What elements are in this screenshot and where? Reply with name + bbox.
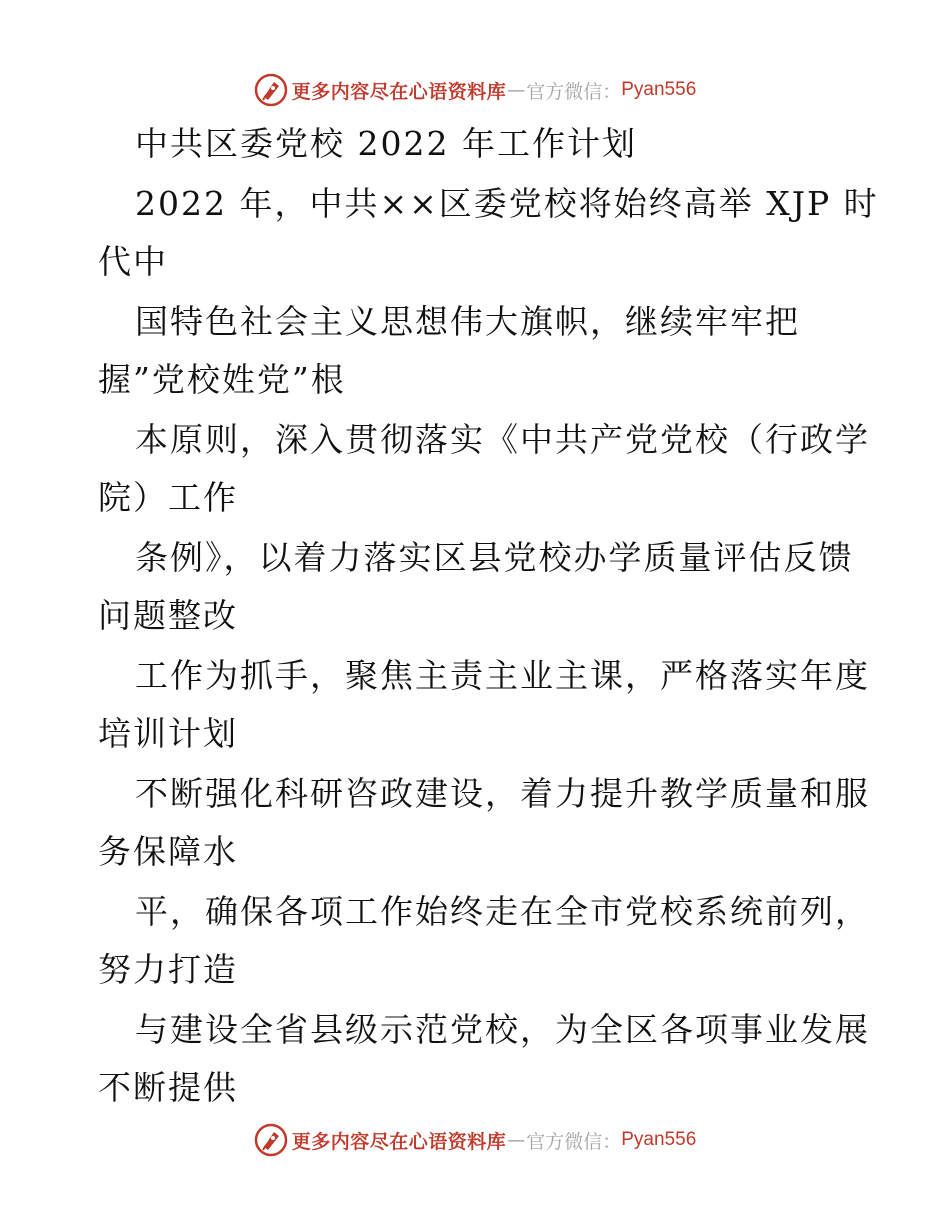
text-line: 代中 [98,242,168,281]
watermark-separator: — [507,1129,526,1151]
text-line: 务保障水 [98,832,238,871]
text-line: 问题整改 [98,596,238,635]
text-line: 努力打造 [98,950,238,989]
watermark-separator: — [507,79,526,101]
pen-nib-logo-icon [254,1123,288,1157]
footer-watermark [0,1120,950,1160]
text-line: 工作为抓手，聚焦主责主业主课，严格落实年度 [135,656,870,695]
text-line: 条例》，以着力落实区县党校办学质量评估反馈 [135,538,854,577]
header-watermark [0,70,950,110]
text-line: 培训计划 [98,714,238,753]
watermark-wechat-id: Pyan556 [621,79,697,100]
watermark-official-label: 官方微信： [526,80,622,103]
text-line: 国特色社会主义思想伟大旗帜，继续牢牢把 [135,302,800,341]
text-line: 院）工作 [98,478,238,517]
watermark-slogan: 更多内容尽在心语资料库 [291,80,507,103]
pen-nib-logo-icon [254,73,288,107]
text-line: 不断强化科研咨政建设，着力提升教学质量和服 [135,774,870,813]
watermark-slogan: 更多内容尽在心语资料库 [291,1130,507,1153]
watermark-wechat-id: Pyan556 [621,1129,697,1150]
document-title: 中共区委党校 2022 年工作计划 [135,124,637,163]
text-line: 握”党校姓党”根 [98,360,346,399]
watermark-official-label: 官方微信： [526,1130,622,1153]
text-line: 平，确保各项工作始终走在全市党校系统前列， [135,892,870,931]
text-line: 本原则，深入贯彻落实《中共产党党校（行政学 [135,420,870,459]
text-line: 不断提供 [98,1068,238,1107]
text-line: 与建设全省县级示范党校，为全区各项事业发展 [135,1010,870,1049]
text-line: 2022 年，中共××区委党校将始终高举 XJP 时 [135,184,879,223]
